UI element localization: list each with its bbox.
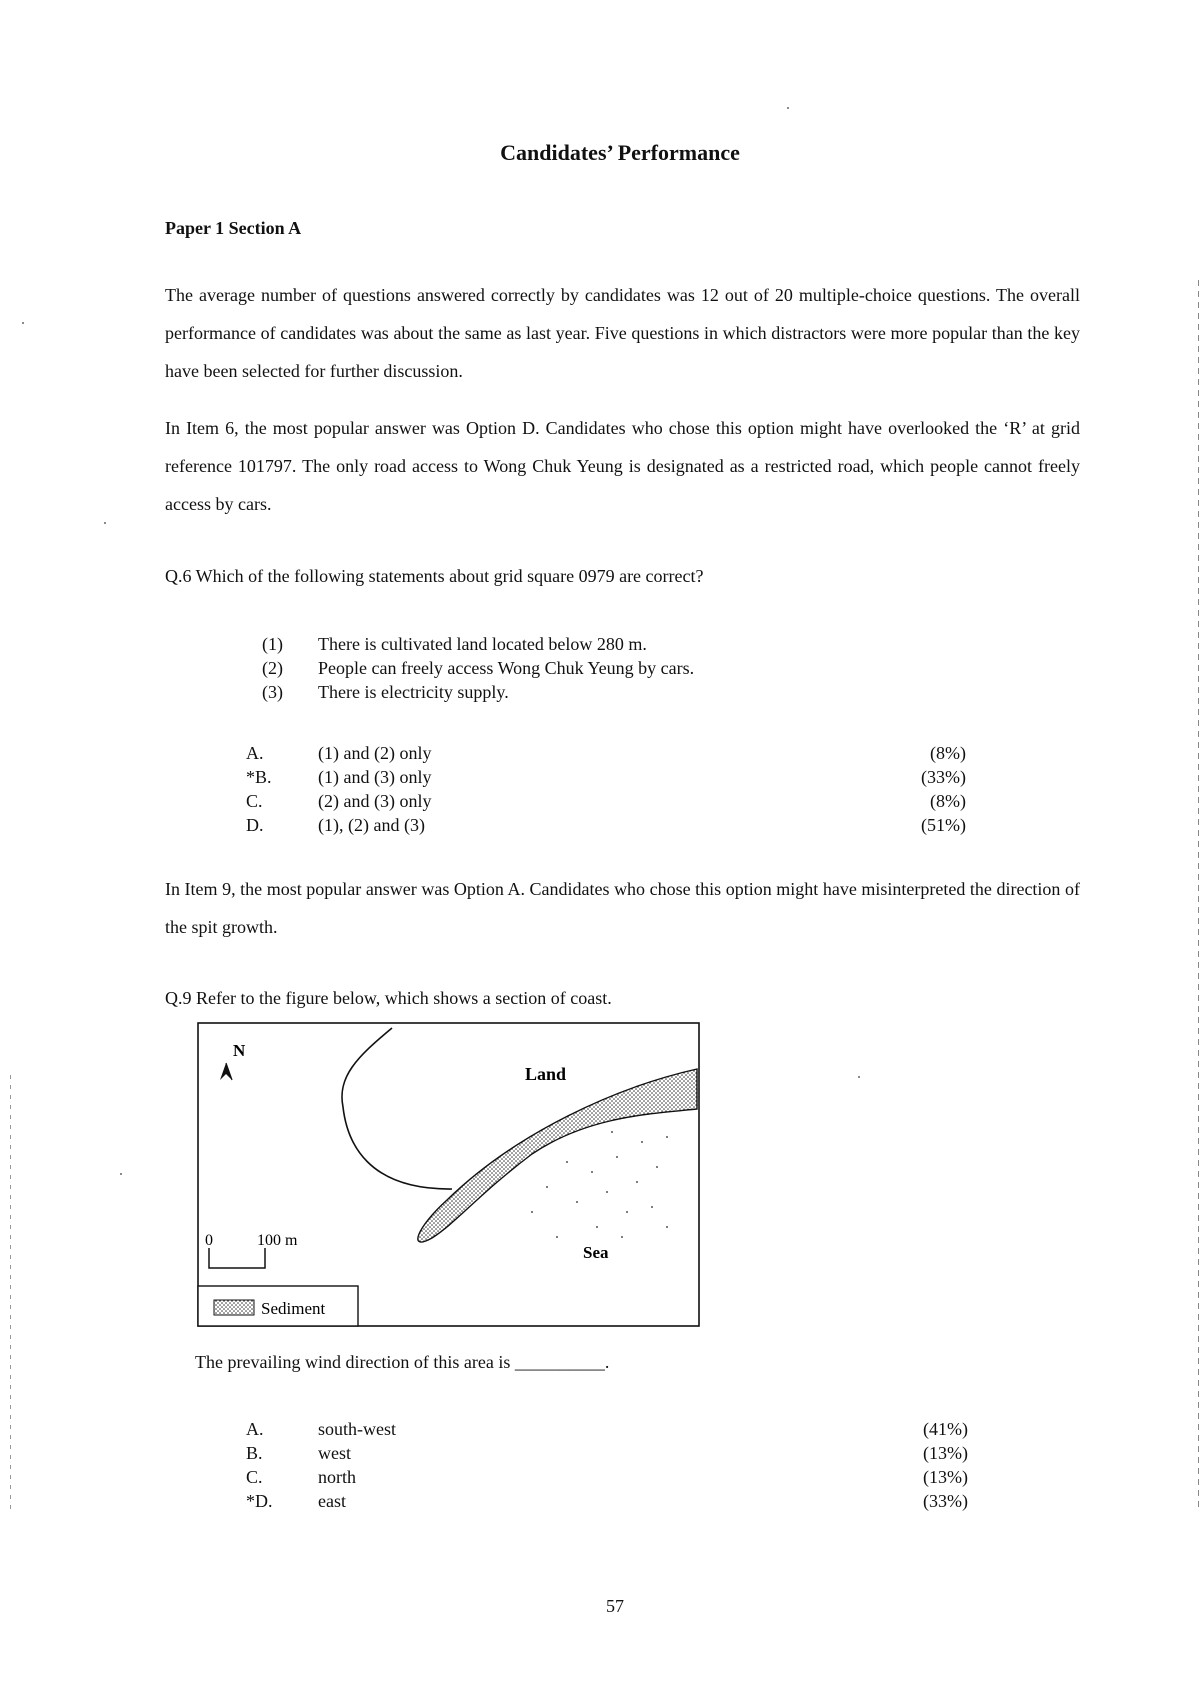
option-row — [246, 1417, 968, 1441]
option-percentage: (8%) — [930, 743, 966, 763]
statement-text: People can freely access Wong Chuk Yeung by cars. — [318, 658, 695, 678]
option-row — [246, 741, 966, 765]
statement-item — [262, 632, 694, 656]
statement-text: There is cultivated land located below 280 m. — [318, 634, 647, 654]
option-row — [246, 1465, 968, 1489]
coast-figure — [197, 1022, 700, 1327]
q6-statements — [262, 632, 694, 704]
option-percentage: (51%) — [921, 815, 966, 835]
scan-edge-artifact — [10, 1075, 11, 1515]
statement-item — [262, 656, 694, 680]
option-text: north — [318, 1467, 356, 1487]
scan-edge-artifact — [1198, 280, 1199, 1510]
item6-paragraph: In Item 6, the most popular answer was Option D. Candidates who chose this option might have overlooked the ‘R’ at grid reference 101797. The only road access to Wong Chuk Yeung is designated as a restricted road, which people cannot freely access by cars. — [165, 418, 1080, 514]
option-row — [246, 789, 966, 813]
option-text: (1) and (3) only — [318, 767, 432, 787]
scale-zero-label: 0 — [205, 1232, 213, 1249]
scan-speck — [858, 1076, 860, 1078]
q9-options — [246, 1417, 968, 1513]
scan-speck — [22, 322, 24, 324]
item9-paragraph: In Item 9, the most popular answer was Option A. Candidates who chose this option might have misinterpreted the direction of the spit growth. — [165, 879, 1080, 937]
scan-speck — [787, 107, 789, 109]
q6-options — [246, 741, 966, 837]
statement-number: (3) — [262, 682, 283, 702]
q9-question: Q.9 Refer to the figure below, which shows a section of coast. — [165, 988, 612, 1008]
option-text: south-west — [318, 1419, 396, 1439]
option-letter: C. — [246, 1467, 263, 1487]
scan-speck — [104, 522, 106, 524]
option-text: (1), (2) and (3) — [318, 815, 425, 835]
option-letter: D. — [246, 815, 264, 835]
legend-label: Sediment — [261, 1299, 326, 1318]
option-letter: *D. — [246, 1491, 273, 1511]
option-percentage: (8%) — [930, 791, 966, 811]
figure-frame — [198, 1023, 699, 1326]
option-percentage: (41%) — [923, 1419, 968, 1439]
page-number: 57 — [606, 1596, 624, 1616]
option-text: (2) and (3) only — [318, 791, 432, 811]
page-title: Candidates’ Performance — [500, 140, 740, 165]
q9-prompt: The prevailing wind direction of this area is __________. — [195, 1352, 610, 1372]
option-letter: B. — [246, 1443, 263, 1463]
option-text: east — [318, 1491, 346, 1511]
scan-speck — [120, 1173, 122, 1175]
sea-label: Sea — [583, 1243, 609, 1262]
option-row — [246, 1441, 968, 1465]
statement-text: There is electricity supply. — [318, 682, 509, 702]
statement-number: (2) — [262, 658, 283, 678]
option-text: (1) and (2) only — [318, 743, 432, 763]
intro-paragraph: The average number of questions answered correctly by candidates was 12 out of 20 multiple-choice questions. The overall performance of candidates was about the same as last year. Five questions in which distractors were more popular than the key have been selected for further discussion. — [165, 285, 1080, 381]
option-percentage: (33%) — [921, 767, 966, 787]
option-percentage: (13%) — [923, 1467, 968, 1487]
statement-item — [262, 680, 694, 704]
statement-number: (1) — [262, 634, 283, 654]
north-label: N — [233, 1041, 246, 1060]
scale-distance-label: 100 m — [257, 1232, 298, 1249]
option-letter: A. — [246, 743, 264, 763]
option-percentage: (33%) — [923, 1491, 968, 1511]
option-letter: C. — [246, 791, 263, 811]
sediment-legend-swatch — [214, 1300, 254, 1315]
section-heading: Paper 1 Section A — [165, 218, 302, 238]
option-letter: A. — [246, 1419, 264, 1439]
land-label: Land — [525, 1064, 567, 1084]
q6-question: Q.6 Which of the following statements about grid square 0979 are correct? — [165, 566, 704, 586]
option-row — [246, 765, 966, 789]
option-percentage: (13%) — [923, 1443, 968, 1463]
option-text: west — [318, 1443, 351, 1463]
option-letter: *B. — [246, 767, 272, 787]
option-row — [246, 813, 966, 837]
option-row — [246, 1489, 968, 1513]
